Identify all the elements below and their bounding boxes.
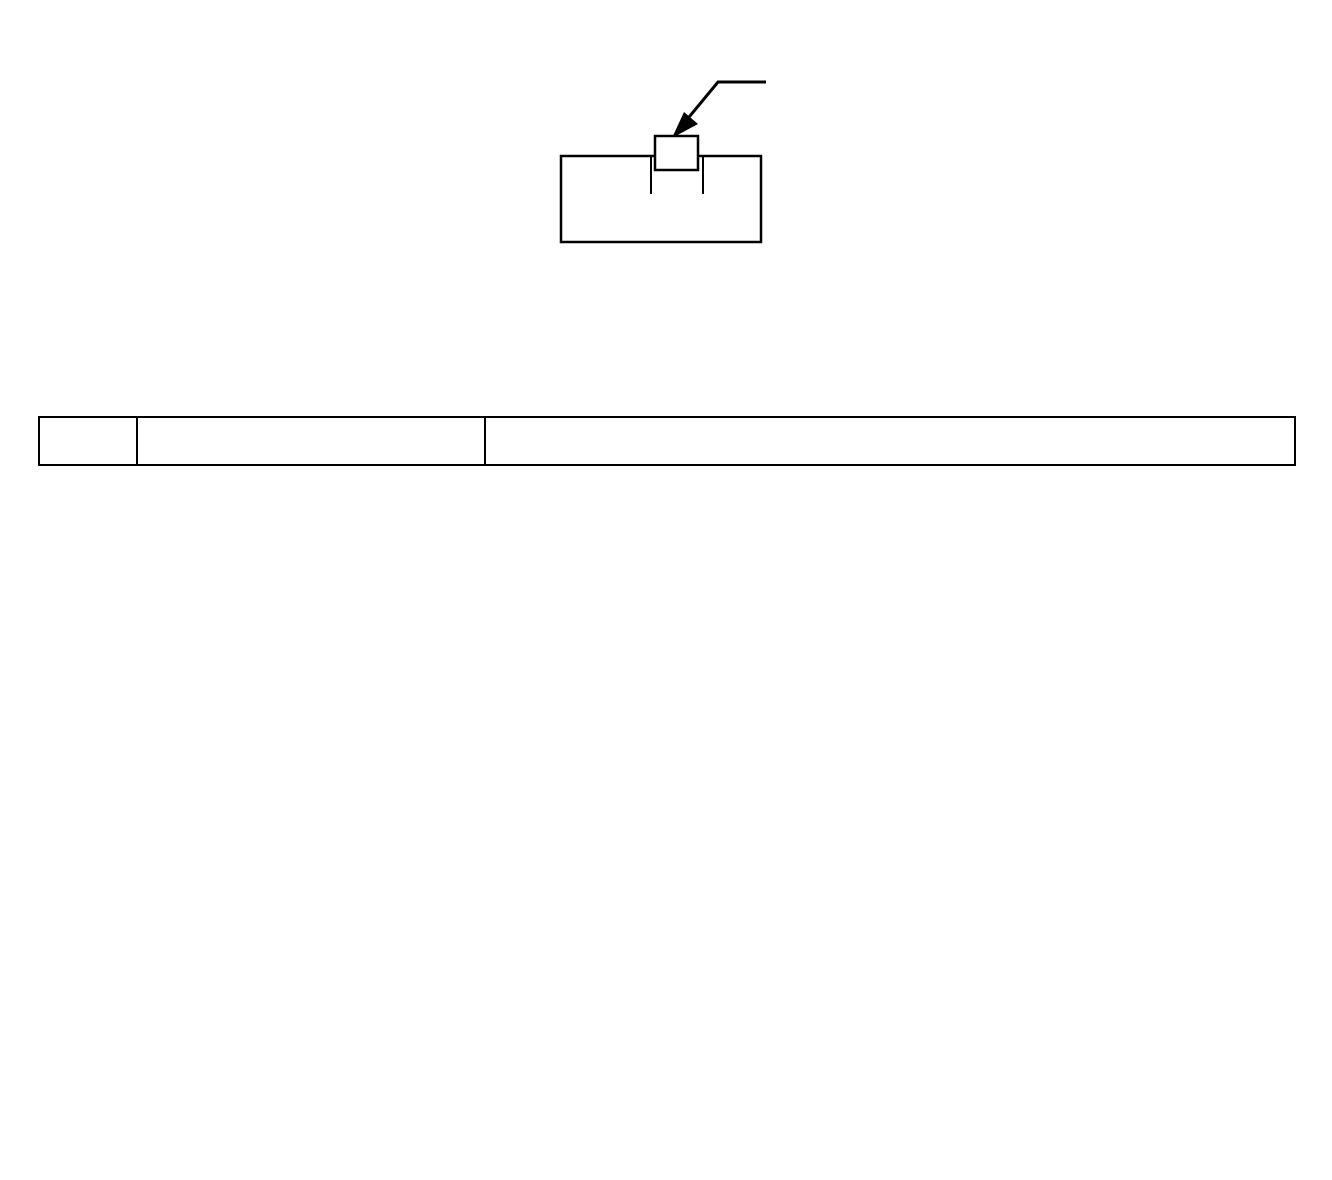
connector-diagram [0,0,1332,260]
connector-lock-tab [655,136,698,170]
header-cav [39,417,137,465]
header-circuit [137,417,485,465]
pin-assignment-table [38,416,1296,466]
table-header-row [39,417,1295,465]
header-function [485,417,1295,465]
gray-leader-arrowhead [672,112,698,138]
